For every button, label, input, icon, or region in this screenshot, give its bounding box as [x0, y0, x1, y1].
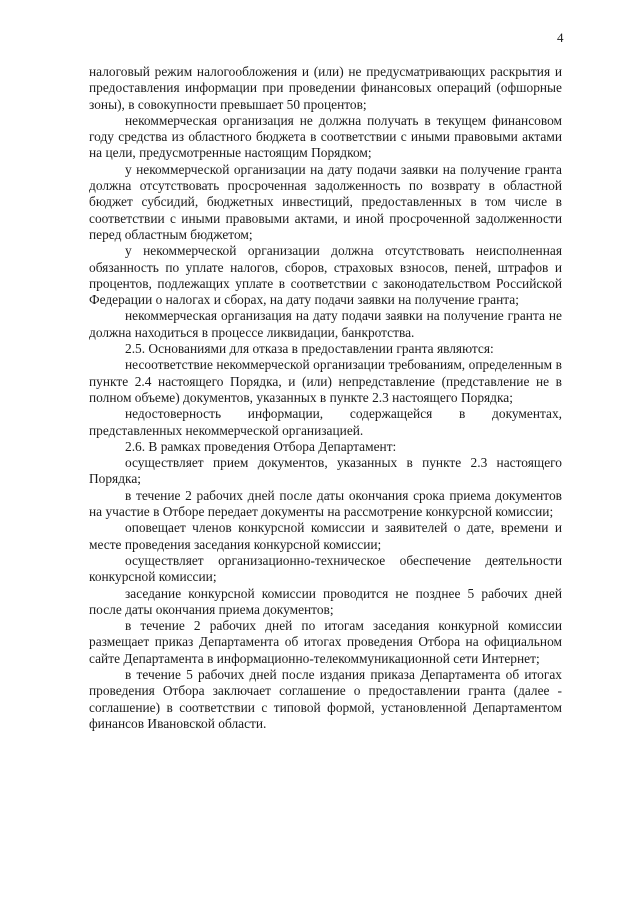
document-body [89, 64, 562, 732]
paragraph: недостоверность информации, содержащейся в документах, представленных некоммерческой организацией. [89, 406, 562, 438]
paragraph: некоммерческая организация не должна получать в текущем финансовом году средства из областного бюджета в соответствии с иными правовыми актами на цели, предусмотренные настоящим Порядком; [89, 112, 562, 161]
paragraph: в течение 2 рабочих дней по итогам заседания конкурной комиссии размещает приказ Департамента об итогах проведения Отбора на официальном сайте Департамента в информационно-телекоммуникационной сети Интернет; [89, 618, 562, 666]
paragraph: в течение 5 рабочих дней после издания приказа Департамента об итогах проведения Отбора заключает соглашение о предоставлении гранта (далее - соглашение) в соответствии с типовой формой, установленной Департаментом финансов Ивановской области. [89, 666, 562, 731]
paragraph: несоответствие некоммерческой организации требованиям, определенным в пункте 2.4 настоящего Порядка, и (или) непредставление (представление не в полном объеме) документов, указанных в пункте 2.3 настоящего Порядка; [89, 357, 562, 405]
paragraph: в течение 2 рабочих дней после даты окончания срока приема документов на участие в Отборе передает документы на рассмотрение конкурсной комиссии; [89, 487, 562, 520]
paragraph: оповещает членов конкурсной комиссии и заявителей о дате, времени и месте проведения заседания конкурсной комиссии; [89, 520, 562, 552]
paragraph: осуществляет прием документов, указанных в пункте 2.3 настоящего Порядка; [89, 455, 562, 487]
paragraph: осуществляет организационно-техническое обеспечение деятельности конкурсной комиссии; [89, 552, 562, 585]
section-heading-2-5: 2.5. Основаниями для отказа в предоставлении гранта являются: [125, 341, 494, 357]
section-heading-2-6: 2.6. В рамках проведения Отбора Департамент: [125, 438, 397, 454]
paragraph: у некоммерческой организации должна отсутствовать неисполненная обязанность по уплате налогов, сборов, страховых взносов, пеней, штрафов и процентов, подлежащих уплате в соответствии с законодательством Российской Федерации о налогах и сборах, на дату подачи заявки на получение гранта; [89, 243, 562, 308]
paragraph: у некоммерческой организации на дату подачи заявки на получение гранта должна отсутствовать просроченная задолженность по возврату в областной бюджет субсидий, бюджетных инвестиций, предоставленных в том числе в соответствии с иными правовыми актами, и иной просроченной задолженности перед областным бюджетом; [89, 161, 562, 242]
paragraph: некоммерческая организация на дату подачи заявки на получение гранта не должна находиться в процессе ликвидации, банкротства. [89, 308, 562, 340]
page-number: 4 [557, 30, 564, 45]
paragraph: налоговый режим налогообложения и (или) не предусматривающих раскрытия и предоставления информации при проведении финансовых операций (офшорные зоны), в совокупности превышает 50 процентов; [89, 64, 562, 112]
paragraph: заседание конкурсной комиссии проводится не позднее 5 рабочих дней после даты окончания приема документов; [89, 585, 562, 617]
